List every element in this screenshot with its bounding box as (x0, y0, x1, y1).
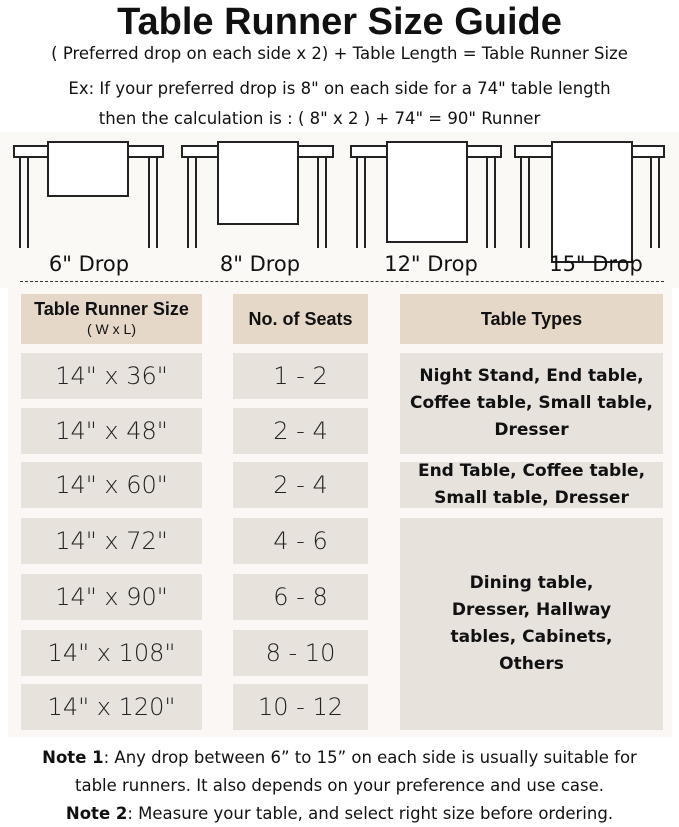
note-2-label: Note 2 (65, 804, 128, 823)
note-1-text: : Any drop between 6” to 15” on each side is usually suitable for (103, 748, 637, 767)
table-15in-drop-icon (515, 142, 664, 262)
header-size-sub: ( W x L) (87, 321, 136, 337)
size-cell: 14" x 72" (21, 518, 202, 564)
divider (20, 281, 664, 282)
drop-label: 8" Drop (219, 252, 301, 276)
seats-cell: 1 - 2 (233, 353, 368, 399)
drop-label: 6" Drop (48, 252, 130, 276)
size-cell: 14" x 120" (21, 684, 202, 730)
table-6in-drop-icon (14, 142, 163, 248)
seats-cell: 2 - 4 (233, 462, 368, 508)
size-cell: 14" x 48" (21, 408, 202, 454)
example-line-2: then the calculation is : ( 8" x 2 ) + 74" = 90" Runner (98, 109, 541, 128)
example-line-1: Ex: If your preferred drop is 8" on each side for a 74" table length (68, 79, 611, 98)
size-cell: 14" x 108" (21, 630, 202, 676)
header-seats: No. of Seats (233, 294, 368, 344)
table-12in-drop-icon (351, 142, 501, 248)
size-cell: 14" x 60" (21, 462, 202, 508)
size-cell: 14" x 36" (21, 353, 202, 399)
table-types-cell: End Table, Coffee table, Small table, Dresser (400, 462, 663, 508)
note-1-label: Note 1 (42, 748, 104, 767)
header-size-label: Table Runner Size (34, 299, 189, 319)
note-1-cont: table runners. It also depends on your preference and use case. (74, 776, 604, 795)
drop-label: 15" Drop (549, 252, 643, 276)
note-2-text: : Measure your table, and select right size before ordering. (127, 804, 614, 823)
header-size (21, 294, 202, 344)
page-title: Table Runner Size Guide (117, 1, 562, 43)
seats-cell: 8 - 10 (233, 630, 368, 676)
size-cell: 14" x 90" (21, 574, 202, 620)
note-1 (0, 745, 679, 771)
seats-cell: 6 - 8 (233, 574, 368, 620)
table-8in-drop-icon (182, 142, 333, 248)
seats-cell: 2 - 4 (233, 408, 368, 454)
formula-text: ( Preferred drop on each side x 2) + Table Length = Table Runner Size (51, 44, 628, 63)
header-types: Table Types (400, 294, 663, 344)
seats-cell: 10 - 12 (233, 684, 368, 730)
drop-label: 12" Drop (384, 252, 478, 276)
table-types-cell: Dining table, Dresser, Hallway tables, Cabinets, Others (400, 518, 663, 730)
table-types-cell: Night Stand, End table, Coffee table, Small table, Dresser (400, 353, 663, 454)
seats-cell: 4 - 6 (233, 518, 368, 564)
note-2 (0, 801, 679, 827)
